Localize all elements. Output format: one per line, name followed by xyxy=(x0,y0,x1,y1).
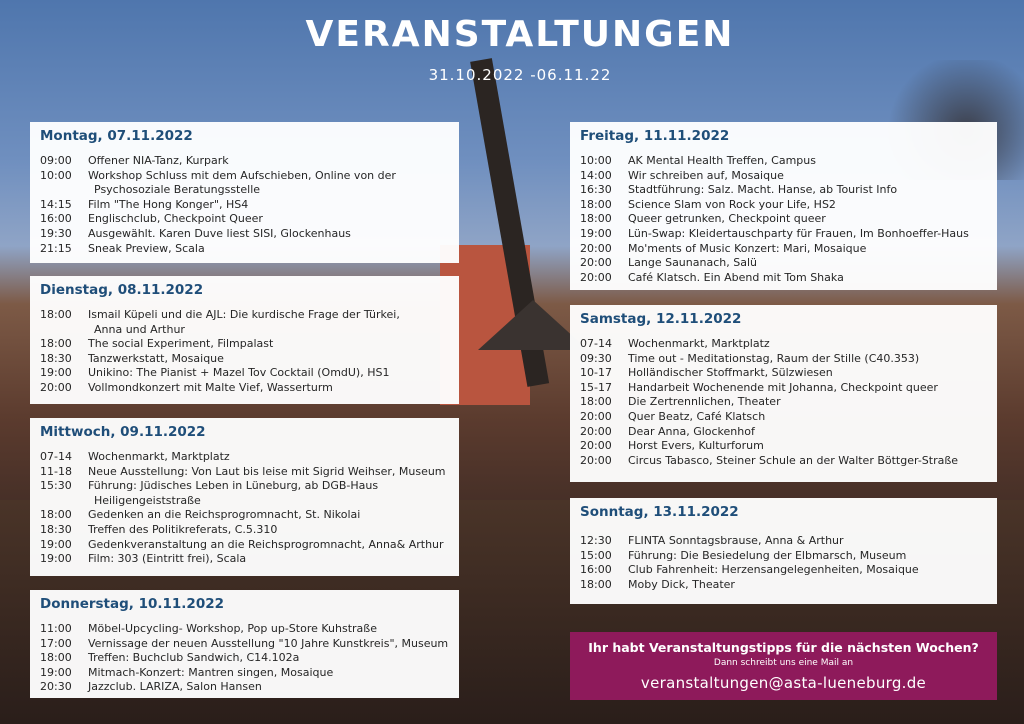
event-desc: Gedenkveranstaltung an die Reichsprogromnacht, Anna& Arthur xyxy=(88,537,444,551)
event-desc: Vollmondkonzert mit Malte Vief, Wasserturm xyxy=(88,380,333,394)
day-title: Sonntag, 13.11.2022 xyxy=(580,504,739,520)
event-row xyxy=(40,523,449,538)
event-time: 16:00 xyxy=(40,212,72,226)
event-time: 12:30 xyxy=(580,534,612,547)
event-desc: Führung: Jüdisches Leben in Lüneburg, ab DGB-Haus xyxy=(88,479,379,493)
event-row xyxy=(40,666,449,681)
event-time: 10:00 xyxy=(40,168,72,182)
event-desc-cont: Psychosoziale Beratungsstelle xyxy=(94,183,261,197)
event-desc: Unikino: The Pianist + Mazel Tov Cocktail (OmdU), HS1 xyxy=(88,366,390,380)
event-time: 18:00 xyxy=(580,577,612,591)
event-desc: Ausgewählt. Karen Duve liest SISI, Glockenhaus xyxy=(88,226,351,240)
event-row xyxy=(580,337,987,352)
event-desc: Holländischer Stoffmarkt, Sülzwiesen xyxy=(628,366,833,380)
event-time: 20:30 xyxy=(40,680,72,694)
event-time: 15:00 xyxy=(580,548,612,562)
day-card-wednesday xyxy=(30,418,459,576)
event-row xyxy=(580,227,987,242)
event-row xyxy=(40,337,449,352)
event-time: 21:15 xyxy=(40,241,72,255)
day-title: Samstag, 12.11.2022 xyxy=(580,311,742,327)
day-title: Donnerstag, 10.11.2022 xyxy=(40,596,225,612)
event-time: 19:00 xyxy=(40,665,72,679)
event-time: 20:00 xyxy=(580,241,612,255)
event-time: 18:00 xyxy=(580,212,612,226)
event-time: 20:00 xyxy=(580,256,612,270)
event-row xyxy=(580,534,987,549)
event-time: 18:00 xyxy=(40,308,72,321)
event-time: 18:30 xyxy=(40,522,72,536)
event-time: 19:00 xyxy=(40,552,72,566)
day-card-monday xyxy=(30,122,459,263)
event-desc: Jazzclub. LARIZA, Salon Hansen xyxy=(88,680,262,694)
event-desc: Science Slam von Rock your Life, HS2 xyxy=(628,197,836,211)
event-time: 07-14 xyxy=(580,337,612,350)
event-row xyxy=(580,242,987,257)
event-desc: Stadtführung: Salz. Macht. Hanse, ab Tourist Info xyxy=(628,183,898,197)
event-desc: Film "The Hong Konger", HS4 xyxy=(88,197,249,211)
event-time: 19:00 xyxy=(40,366,72,380)
event-row xyxy=(580,410,987,425)
event-desc: Tanzwerkstatt, Mosaique xyxy=(88,351,224,365)
event-time: 20:00 xyxy=(40,380,72,394)
event-desc: Lange Saunanach, Salü xyxy=(628,256,757,270)
event-row xyxy=(580,381,987,396)
page-title: VERANSTALTUNGEN xyxy=(305,14,735,55)
day-title: Montag, 07.11.2022 xyxy=(40,128,193,144)
event-desc: Möbel-Upcycling- Workshop, Pop up-Store Kuhstraße xyxy=(88,622,377,635)
event-time: 11-18 xyxy=(40,464,72,478)
event-row xyxy=(580,212,987,227)
contact-banner xyxy=(570,632,997,700)
event-desc: Wochenmarkt, Marktplatz xyxy=(628,337,770,350)
event-desc: AK Mental Health Treffen, Campus xyxy=(628,154,816,167)
event-desc: Gedenken an die Reichsprogromnacht, St. Nikolai xyxy=(88,508,361,522)
event-time: 10:00 xyxy=(580,154,612,167)
event-time: 18:30 xyxy=(40,351,72,365)
event-time: 15-17 xyxy=(580,380,612,394)
event-row xyxy=(580,256,987,271)
event-desc: Vernissage der neuen Ausstellung "10 Jahre Kunstkreis", Museum xyxy=(88,636,449,650)
event-time: 18:00 xyxy=(40,337,72,351)
event-row xyxy=(40,538,449,553)
event-desc: Handarbeit Wochenende mit Johanna, Checkpoint queer xyxy=(628,380,938,394)
event-desc: Horst Evers, Kulturforum xyxy=(628,439,764,453)
event-row xyxy=(580,439,987,454)
event-desc: Wir schreiben auf, Mosaique xyxy=(628,168,784,182)
event-row xyxy=(40,381,449,396)
event-row xyxy=(580,169,987,184)
day-card-thursday xyxy=(30,590,459,698)
event-time: 19:00 xyxy=(40,537,72,551)
event-row xyxy=(40,227,449,242)
event-desc: Moby Dick, Theater xyxy=(628,577,735,591)
day-card-sunday xyxy=(570,498,997,604)
event-time: 19:30 xyxy=(40,226,72,240)
event-desc: Club Fahrenheit: Herzensangelegenheiten, Mosaique xyxy=(628,563,919,577)
event-desc: Time out - Meditationstag, Raum der Stille (C40.353) xyxy=(628,351,920,365)
event-row xyxy=(40,651,449,666)
date-range: 31.10.2022 -06.11.22 xyxy=(428,66,612,84)
event-time: 14:15 xyxy=(40,197,72,211)
event-time: 07-14 xyxy=(40,450,72,463)
event-row xyxy=(580,183,987,198)
contact-email-link[interactable]: veranstaltungen@asta-lueneburg.de xyxy=(640,674,927,692)
event-time: 09:30 xyxy=(580,351,612,365)
event-desc: Mitmach-Konzert: Mantren singen, Mosaique xyxy=(88,665,334,679)
event-time: 20:00 xyxy=(580,409,612,423)
event-row xyxy=(40,242,449,257)
event-row xyxy=(40,508,449,523)
event-row xyxy=(580,454,987,469)
event-desc: Queer getrunken, Checkpoint queer xyxy=(628,212,826,226)
event-desc: Quer Beatz, Café Klatsch xyxy=(628,409,766,423)
event-desc: Neue Ausstellung: Von Laut bis leise mit Sigrid Weihser, Museum xyxy=(88,464,446,478)
event-row xyxy=(40,212,449,227)
event-time: 18:00 xyxy=(580,395,612,409)
event-desc: Café Klatsch. Ein Abend mit Tom Shaka xyxy=(628,270,844,284)
event-time: 20:00 xyxy=(580,424,612,438)
event-time: 20:00 xyxy=(580,270,612,284)
event-time: 20:00 xyxy=(580,453,612,467)
contact-subline: Dann schreibt uns eine Mail an xyxy=(713,658,854,668)
event-row xyxy=(580,425,987,440)
event-desc-cont: Anna und Arthur xyxy=(94,322,185,336)
event-row xyxy=(40,450,449,465)
event-row xyxy=(580,154,987,169)
event-time: 18:00 xyxy=(40,651,72,665)
event-row xyxy=(40,680,449,695)
event-time: 17:00 xyxy=(40,636,72,650)
event-row xyxy=(40,552,449,567)
event-row xyxy=(40,465,449,480)
day-title: Mittwoch, 09.11.2022 xyxy=(40,424,206,440)
event-desc: Workshop Schluss mit dem Aufschieben, Online von der xyxy=(88,168,396,182)
event-desc: Offener NIA-Tanz, Kurpark xyxy=(88,154,229,167)
event-row xyxy=(40,169,449,198)
event-desc: The social Experiment, Filmpalast xyxy=(88,337,274,351)
event-row xyxy=(40,366,449,381)
day-card-tuesday xyxy=(30,276,459,404)
event-desc: Treffen des Politikreferats, C.5.310 xyxy=(88,522,278,536)
event-desc: Ismail Küpeli und die AJL: Die kurdische Frage der Türkei, xyxy=(88,308,400,321)
day-card-friday xyxy=(570,122,997,290)
event-desc: Wochenmarkt, Marktplatz xyxy=(88,450,230,463)
event-row xyxy=(580,198,987,213)
event-desc: FLINTA Sonntagsbrause, Anna & Arthur xyxy=(628,534,844,547)
event-time: 11:00 xyxy=(40,622,72,635)
day-title: Dienstag, 08.11.2022 xyxy=(40,282,204,298)
event-desc: Mo'ments of Music Konzert: Mari, Mosaique xyxy=(628,241,867,255)
event-row xyxy=(580,395,987,410)
event-time: 19:00 xyxy=(580,226,612,240)
event-desc: Sneak Preview, Scala xyxy=(88,241,205,255)
event-time: 16:30 xyxy=(580,183,612,197)
event-time: 18:00 xyxy=(40,508,72,522)
event-row xyxy=(40,198,449,213)
event-row xyxy=(40,308,449,337)
event-time: 10-17 xyxy=(580,366,612,380)
event-row xyxy=(40,479,449,508)
event-time: 16:00 xyxy=(580,563,612,577)
event-desc: Film: 303 (Eintritt frei), Scala xyxy=(88,552,247,566)
event-desc: Lün-Swap: Kleidertauschparty für Frauen, Im Bonhoeffer-Haus xyxy=(628,226,969,240)
event-desc: Die Zertrennlichen, Theater xyxy=(628,395,781,409)
event-row xyxy=(40,154,449,169)
contact-headline: Ihr habt Veranstaltungstipps für die nächsten Wochen? xyxy=(588,640,979,655)
event-time: 15:30 xyxy=(40,479,72,493)
event-desc: Dear Anna, Glockenhof xyxy=(628,424,755,438)
event-desc: Treffen: Buchclub Sandwich, C14.102a xyxy=(88,651,300,665)
day-card-saturday xyxy=(570,305,997,482)
event-desc: Circus Tabasco, Steiner Schule an der Walter Böttger-Straße xyxy=(628,453,959,467)
event-desc: Englischclub, Checkpoint Queer xyxy=(88,212,263,226)
event-row xyxy=(580,352,987,367)
day-title: Freitag, 11.11.2022 xyxy=(580,128,730,144)
event-time: 14:00 xyxy=(580,168,612,182)
event-row xyxy=(580,578,987,593)
event-time: 18:00 xyxy=(580,197,612,211)
event-row xyxy=(580,366,987,381)
event-row xyxy=(40,622,449,637)
event-row xyxy=(40,637,449,652)
event-row xyxy=(40,352,449,367)
event-time: 09:00 xyxy=(40,154,72,167)
event-row xyxy=(580,549,987,564)
event-desc-cont: Heiligengeiststraße xyxy=(94,493,201,507)
event-time: 20:00 xyxy=(580,439,612,453)
event-row xyxy=(580,563,987,578)
event-row xyxy=(580,271,987,286)
event-desc: Führung: Die Besiedelung der Elbmarsch, Museum xyxy=(628,548,907,562)
